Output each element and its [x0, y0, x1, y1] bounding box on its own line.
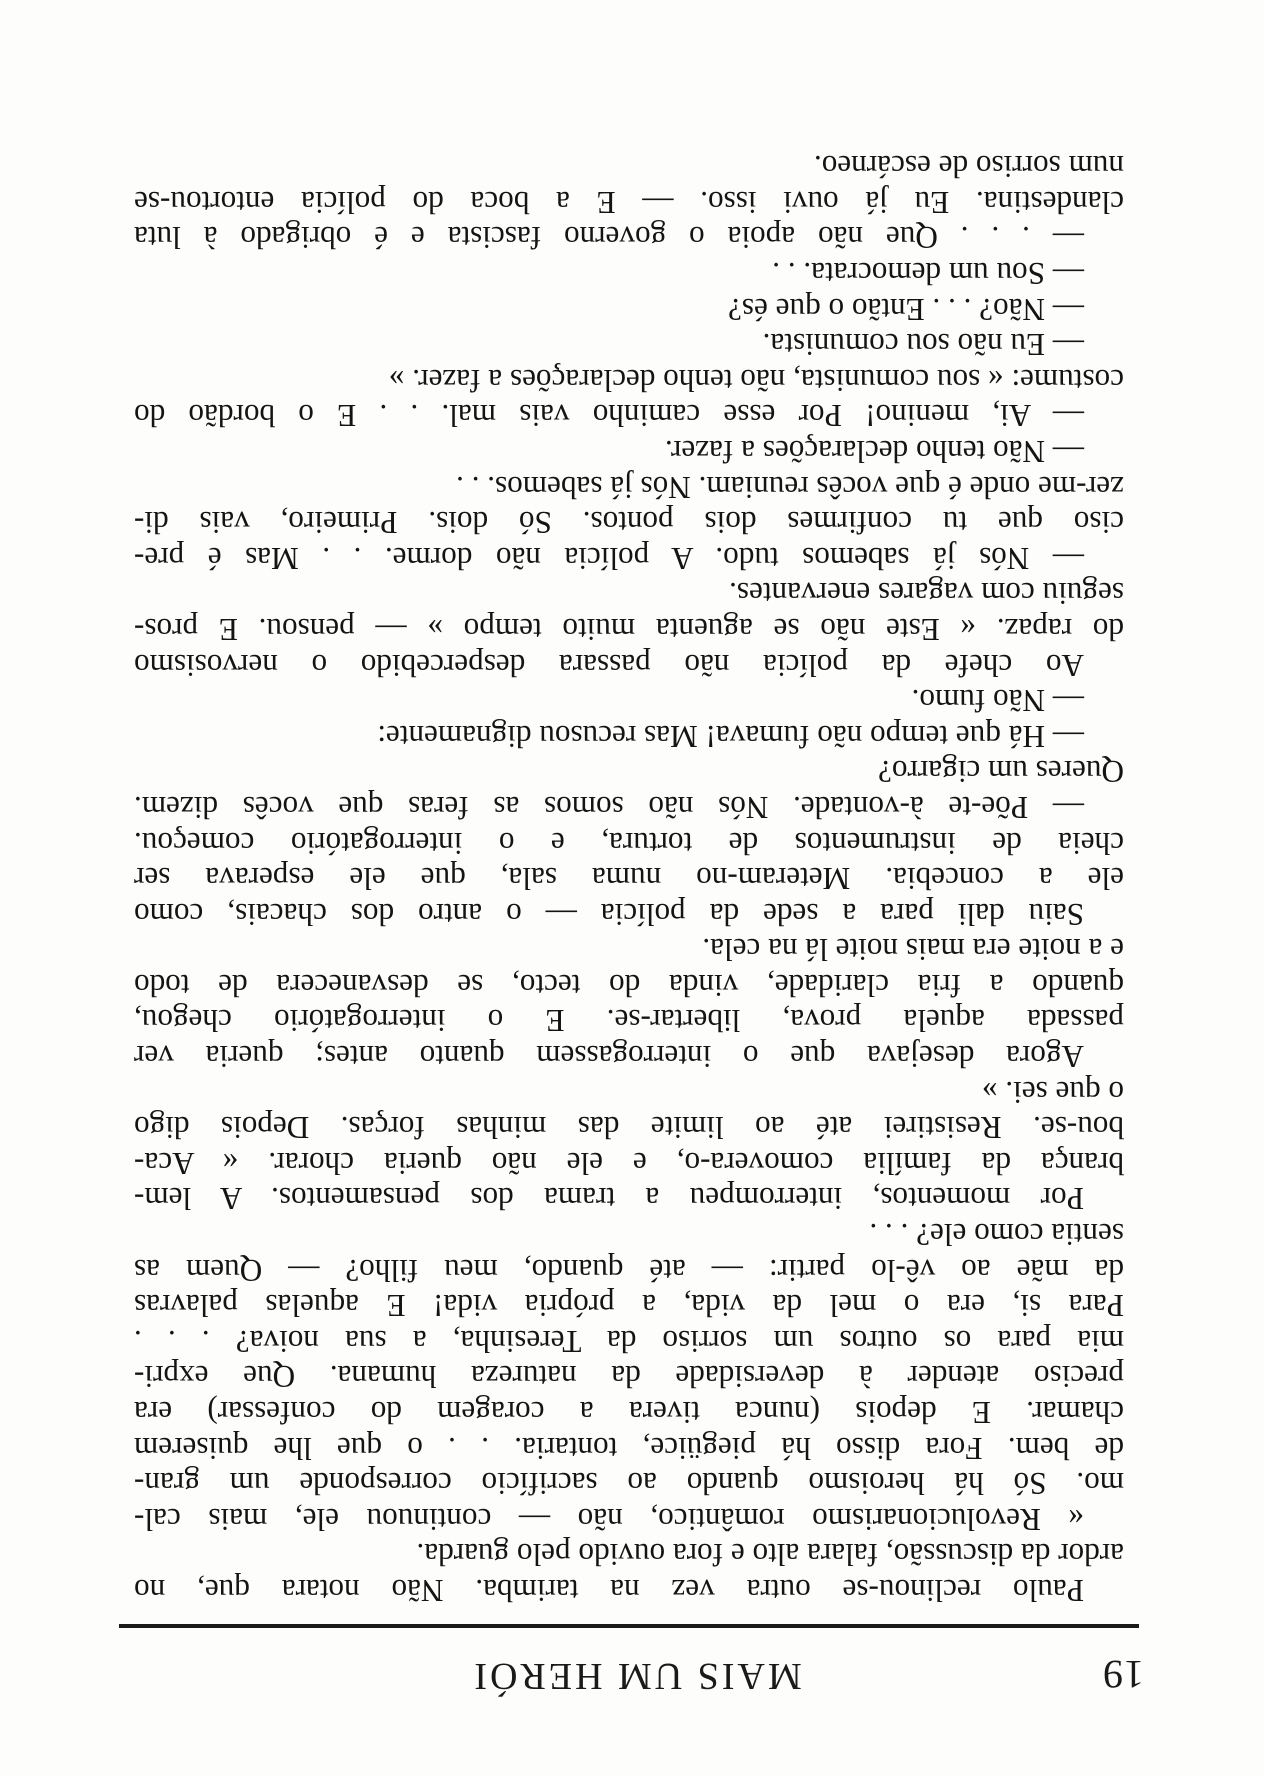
text-line: — Há que tempo não fumava! Mas recusou dignamente: [377, 718, 1084, 754]
text-line: Para si, era o mel da vida, a própria vida! E aquelas palavras [134, 1288, 1124, 1324]
text-line: Agora desejava que o interrogassem quanto antes; queria ver [134, 1039, 1084, 1075]
text-line: o que sei. » [981, 1074, 1124, 1110]
text-line: — . . . Que não apoia o governo fascista e é obrigado à luta [134, 220, 1084, 256]
text-line: zer-me onde é que vocês reuniam. Nós já sabemos. . . [456, 469, 1124, 505]
text-line: — Nós já sabemos tudo. A polícia não dorme. . . Mas é pre- [134, 540, 1084, 576]
text-line: Ao chefe da polícia não passara despercebido o nervosismo [134, 647, 1084, 683]
text-line: sentia como ele? . . . [869, 1217, 1124, 1253]
text-line: Saiu dali para a sede da polícia — o antro dos chacais, como [134, 896, 1084, 932]
text-line: cheia de instrumentos de tortura, e o interrogatório começou. [134, 825, 1124, 861]
text-line: « Revolucionarismo romântico, não — continuou ele, mais cal- [134, 1501, 1084, 1537]
text-line: — Eu não sou comunista. [762, 327, 1084, 363]
text-line: da mãe ao vê-lo partir: — até quando, meu filho? — Quem as [134, 1252, 1124, 1288]
text-line: ciso que tu confirmes dois pontos. Só dois. Primeiro, vais di- [134, 505, 1124, 541]
page-header [129, 1646, 1144, 1706]
text-line: num sorriso de escárneo. [813, 149, 1124, 185]
page-number: 19 [1102, 1652, 1144, 1697]
text-line: do rapaz. « Este não se aguenta muito tempo » — pensou. E pros- [134, 611, 1124, 647]
text-line: — Põe-te à-vontade. Nós não somos as feras que vocês dizem. [134, 789, 1084, 825]
text-line: Paulo reclinou-se outra vez na tarimba. Não notara que, no [134, 1573, 1084, 1608]
text-line: — Sou um democrata. . . [772, 256, 1084, 292]
text-line: — Não? . . . Então o que és? [728, 291, 1084, 327]
text-line: seguiu com vagares enervantes. [729, 576, 1124, 612]
text-line: mia para os outros um sorriso da Teresinha, a sua noiva? . . . [134, 1323, 1124, 1359]
text-line: ele a concebia. Meteram-no numa sala, que ele esperava ser [134, 861, 1124, 897]
text-line: clandestina. Eu já ouvi isso. — E a boca do polícia entortou-se [134, 184, 1124, 220]
text-line: chamar. E depois (nunca tivera a coragem do confessar) era [134, 1395, 1124, 1431]
text-line: — Não tenho declarações a fazer. [664, 434, 1084, 469]
text-line: preciso atender à deversidade da natureza humana. Que expri- [134, 1359, 1124, 1395]
text-line: e a noite era mais noite lá na cela. [702, 932, 1124, 968]
text-line: passada aquela prova, libertar-se. E o interrogatório chegou, [134, 1003, 1124, 1039]
running-title: MAIS UM HERÓI [471, 1655, 802, 1697]
text-line: costume: « sou comunista, não tenho declarações a fazer. » [388, 362, 1124, 398]
text-line: Queres um cigarro? [878, 754, 1124, 790]
body-text [134, 48, 1124, 1608]
text-line: — Ai, menino! Por esse caminho vais mal. . . E o bordão do [134, 398, 1084, 434]
text-line: — Não fumo. [911, 683, 1084, 719]
text-line: ardor da discussão, falara alto e fora ouvido pelo guarda. [416, 1537, 1124, 1573]
text-line: mo. Só há heroismo quando ao sacrifício corresponde um gran- [134, 1466, 1124, 1502]
header-rule [119, 1624, 1139, 1628]
text-line: Por momentos, interrompeu a trama dos pensamentos. A lem- [134, 1181, 1084, 1217]
text-line: brança da família comovera-o, e ele não queria chorar. « Aca- [134, 1145, 1124, 1181]
text-line: bou-se. Resistirei até ao limite das minhas forças. Depois digo [134, 1110, 1124, 1146]
text-line: quando a fria claridade, vinda do tecto, se desvanecera de todo [134, 967, 1124, 1003]
text-line: de bem. Fora disso há piegüice, tontaria. . . o que lhe quiserem [134, 1430, 1124, 1466]
